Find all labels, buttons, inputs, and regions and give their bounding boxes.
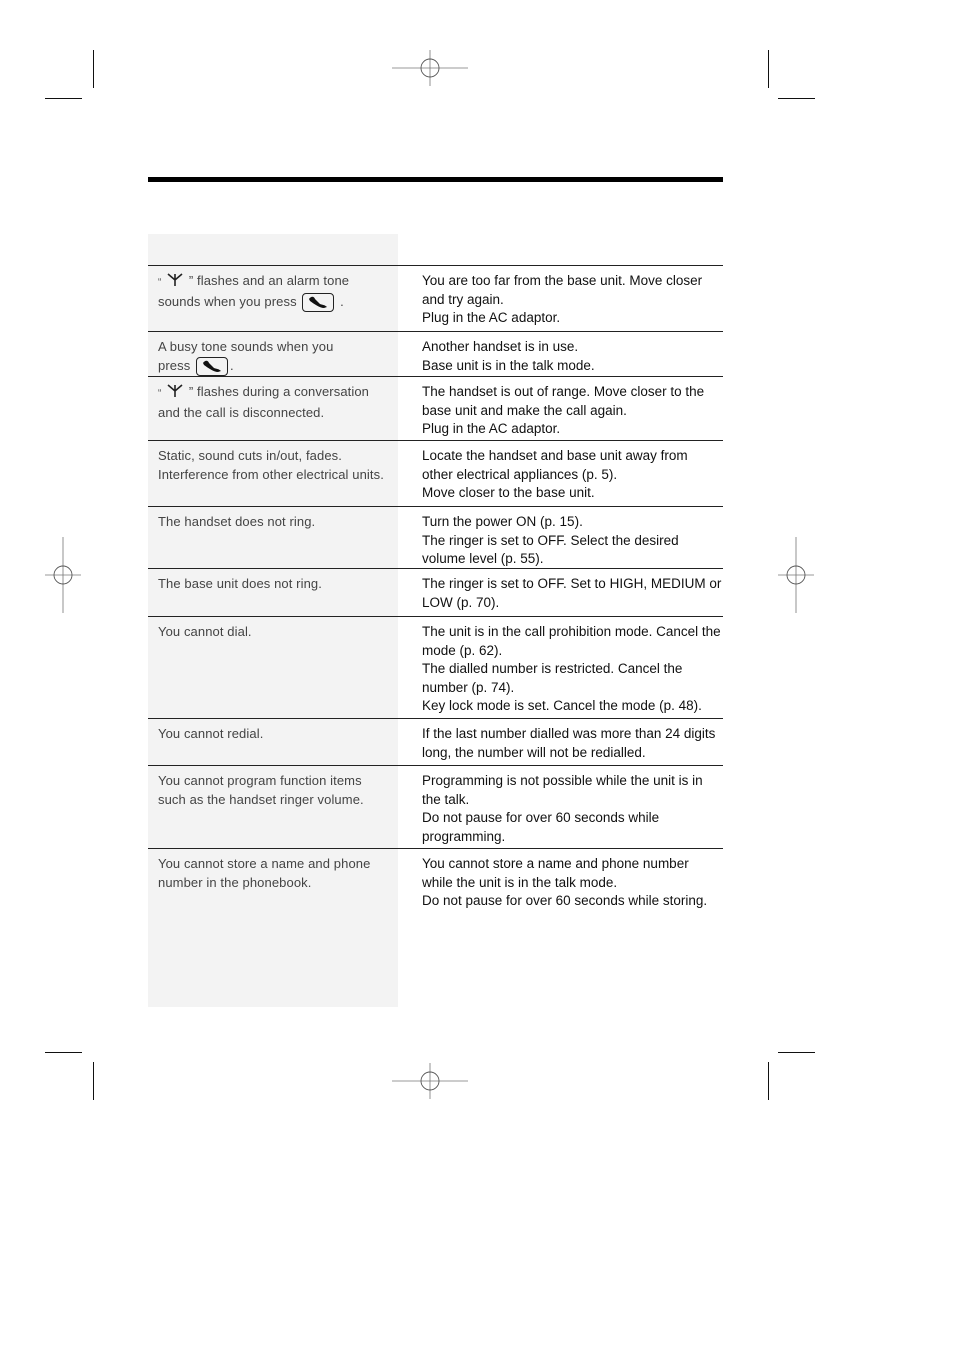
crop-mark bbox=[45, 98, 82, 99]
talk-key-icon bbox=[196, 357, 228, 376]
problem-text: “ bbox=[158, 388, 162, 399]
table-row bbox=[148, 766, 723, 849]
table-row bbox=[148, 617, 723, 719]
solution-line: The dialled number is restricted. Cancel the number (p. 74). bbox=[422, 661, 683, 695]
solution-cell bbox=[422, 725, 722, 762]
table-row bbox=[148, 441, 723, 507]
table-row bbox=[148, 719, 723, 766]
problem-cell: You cannot program function items such as the handset ringer volume. bbox=[158, 773, 364, 807]
crop-mark bbox=[778, 1052, 815, 1053]
crop-mark bbox=[778, 98, 815, 99]
table-row bbox=[148, 569, 723, 617]
solution-line: Plug in the AC adaptor. bbox=[422, 421, 561, 436]
crop-mark bbox=[45, 1052, 82, 1053]
problem-cell bbox=[158, 337, 348, 376]
talk-key-icon bbox=[302, 293, 334, 312]
solution-line: The ringer is set to OFF. Set to HIGH, MEDIUM or LOW (p. 70). bbox=[422, 576, 722, 610]
problem-text: ” flashes and an alarm tone sounds when you press bbox=[158, 273, 350, 309]
solution-cell bbox=[422, 772, 722, 846]
solution-cell bbox=[422, 338, 722, 375]
solution-line: The ringer is set to OFF. Select the desired volume level (p. 55). bbox=[422, 532, 679, 566]
solution-line: The handset is out of range. Move closer to the base unit and make the call again. bbox=[422, 384, 705, 418]
problem-text: A busy tone sounds when you press bbox=[158, 339, 334, 373]
crop-mark bbox=[93, 50, 94, 88]
solution-line: Move closer to the base unit. bbox=[422, 485, 595, 500]
solution-line: Another handset is in use. bbox=[422, 339, 579, 354]
solution-cell bbox=[422, 623, 722, 716]
solution-cell bbox=[422, 383, 722, 439]
problem-cell: You cannot store a name and phone number in the phonebook. bbox=[158, 856, 371, 890]
crop-mark bbox=[93, 1062, 94, 1100]
solution-line: Programming is not possible while the unit is in the talk. bbox=[422, 773, 703, 807]
crop-mark bbox=[768, 50, 769, 88]
solution-line: Do not pause for over 60 seconds while programming. bbox=[422, 810, 660, 844]
table-row bbox=[148, 377, 723, 441]
table-row bbox=[148, 332, 723, 377]
solution-line: Turn the power ON (p. 15). bbox=[422, 514, 583, 529]
solution-line: You are too far from the base unit. Move closer and try again. bbox=[422, 273, 703, 307]
registration-mark-icon bbox=[390, 48, 470, 88]
antenna-icon bbox=[167, 273, 183, 287]
problem-text: ” flashes during a conversation and the call is disconnected. bbox=[158, 384, 370, 420]
problem-cell: Static, sound cuts in/out, fades. Interference from other electrical units. bbox=[158, 448, 384, 482]
solution-cell bbox=[422, 855, 722, 911]
table-row bbox=[148, 849, 723, 949]
crop-mark bbox=[768, 1062, 769, 1100]
solution-line: You cannot store a name and phone number while the unit is in the talk mode. bbox=[422, 856, 689, 890]
solution-line: Base unit is in the talk mode. bbox=[422, 357, 595, 373]
registration-mark-icon bbox=[43, 535, 83, 615]
problem-cell: You cannot dial. bbox=[158, 624, 252, 639]
registration-mark-icon bbox=[776, 535, 816, 615]
solution-cell bbox=[422, 447, 722, 503]
table-row bbox=[148, 507, 723, 569]
solution-line: The unit is in the call prohibition mode. Cancel the mode (p. 62). bbox=[422, 624, 721, 658]
solution-cell bbox=[422, 272, 722, 328]
solution-line: If the last number dialled was more than 24 digits long, the number will not be redialled. bbox=[422, 726, 716, 760]
registration-mark-icon bbox=[390, 1061, 470, 1101]
problem-cell bbox=[158, 271, 390, 312]
solution-cell bbox=[422, 513, 722, 569]
solution-cell bbox=[422, 575, 722, 612]
problem-text: “ bbox=[158, 277, 162, 288]
antenna-icon bbox=[167, 384, 183, 398]
section-title-bar bbox=[148, 177, 723, 182]
problem-text: . bbox=[340, 294, 344, 309]
problem-cell bbox=[158, 382, 390, 422]
solution-line: Plug in the AC adaptor. bbox=[422, 310, 561, 325]
table-row bbox=[148, 266, 723, 332]
problem-cell: You cannot redial. bbox=[158, 726, 264, 741]
problem-cell: The base unit does not ring. bbox=[158, 576, 322, 591]
solution-line: Locate the handset and base unit away from other electrical appliances (p. 5). bbox=[422, 448, 688, 482]
problem-cell: The handset does not ring. bbox=[158, 514, 316, 529]
solution-line: Do not pause for over 60 seconds while storing. bbox=[422, 893, 708, 908]
solution-line: Key lock mode is set. Cancel the mode (p. 48). bbox=[422, 698, 702, 713]
problem-text: . bbox=[230, 358, 234, 373]
